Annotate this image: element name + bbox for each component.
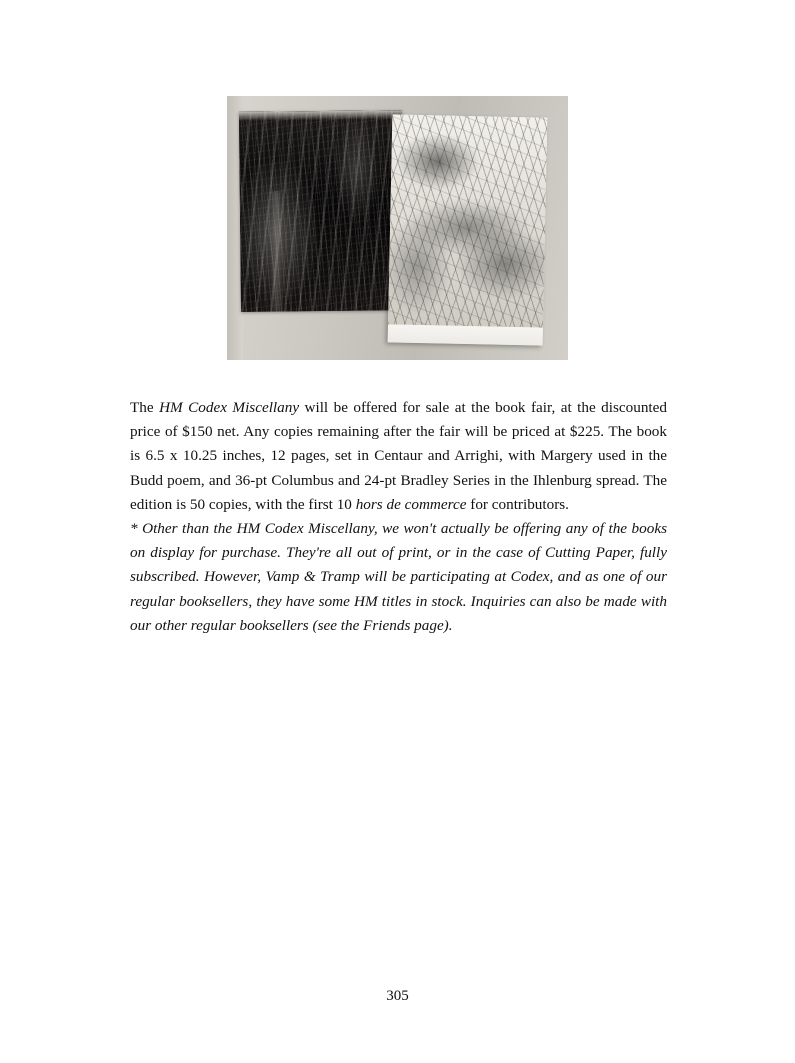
print-dark-streaks: [239, 110, 404, 312]
paragraph-footnote: [130, 517, 667, 638]
italic-run: HM Codex Miscellany: [159, 399, 300, 416]
print-light-bottom-margin: [388, 324, 543, 345]
print-light-right: [388, 114, 548, 345]
italic-run: * Other than the HM Codex Miscellany, we won't actually be offering any of the books on display for purchase. They're all out of print, or in the case of Cutting Paper, fully subscribed. However, Vamp & Tramp will be participating at Codex, and as one of our regular booksellers, they have some HM titles in stock. Inquiries can also be made with our other regular booksellers (see the Friends page).: [130, 520, 667, 634]
print-dark-trunk: [269, 191, 284, 311]
italic-run: hors de commerce: [355, 495, 467, 513]
paragraph-pricing-details: [130, 396, 667, 517]
print-dark-top-edge: [239, 110, 402, 121]
page-number: 305: [386, 988, 409, 1004]
figure-photograph: [227, 96, 568, 360]
print-light-image: [388, 114, 547, 327]
text-run: for contributors.: [466, 495, 569, 513]
print-dark-left: [239, 110, 404, 312]
body-text: [130, 396, 667, 638]
text-run: will be offered for sale at the book fair, at the discounted price of $150 net. Any copies remaining after the fair will be priced at $225. The book is 6.5 x 10.25 inches, 12 pages, set in Centaur and Arrighi, with Margery used in the Budd poem, and 36-pt Columbus and 24-pt Bradley Series in the Ihlenburg spread. The edition is 50 copies, with the first 10: [130, 399, 667, 513]
text-run: The: [130, 399, 160, 416]
